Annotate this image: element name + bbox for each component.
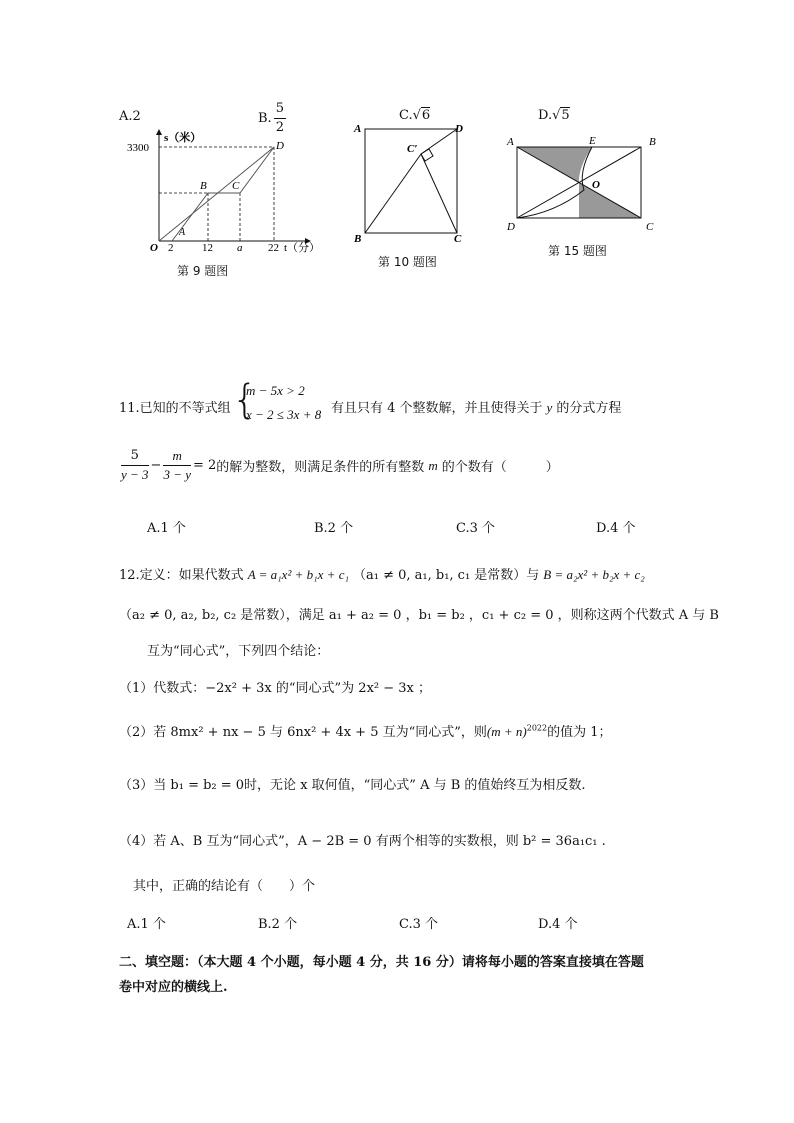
- q12-cond1: （a₁ ≠ 0, a₁, b₁, c₁ 是常数）与: [352, 568, 540, 583]
- equals-two: = 2: [193, 458, 217, 473]
- line-abcd: [172, 147, 274, 241]
- q12-line2: （a₂ ≠ 0, a₂, b₂, c₂ 是常数），满足 a₁ + a₂ = 0 ，b₁ = b₂ ，c₁ + c₂ = 0 ，则称这两个代数式 A 与 B: [119, 608, 719, 623]
- y-axis-label: s（米）: [164, 132, 202, 144]
- point-a: A: [354, 123, 362, 135]
- q12-conclusion-2: [119, 721, 612, 740]
- segment-c-prime-c: [421, 154, 457, 233]
- radicand: 6: [421, 108, 431, 123]
- point-b: B: [649, 136, 656, 148]
- point-o: O: [592, 179, 600, 191]
- y-tick-3300: 3300: [127, 142, 149, 154]
- frac-num: m: [163, 447, 191, 466]
- q11-mid-text: 有且只有 4 个整数解，并且使得关于: [331, 401, 543, 416]
- expr-a: A = a₁x² + b₁x + c₁: [247, 567, 349, 582]
- q12-line3: 互为“同心式”，下列四个结论：: [147, 644, 330, 659]
- option-d-label: D.: [538, 108, 553, 123]
- point-d: D: [507, 221, 515, 233]
- frac-den: 2: [275, 120, 284, 135]
- frac-num: 5: [121, 447, 149, 466]
- q12-option-a: A.1 个: [127, 917, 166, 932]
- point-b: B: [354, 233, 362, 245]
- segment-bc-prime: [365, 154, 421, 233]
- q11-prefix: 11.已知的不等式组: [119, 401, 231, 416]
- q11-line2-text: 的解为整数，则满足条件的所有整数: [216, 460, 425, 475]
- point-b: B: [200, 180, 207, 192]
- option-c-label: C.: [399, 108, 413, 123]
- q11-line1-mid: [331, 397, 621, 416]
- system-brace: {: [232, 377, 258, 423]
- var-y: y: [546, 400, 553, 415]
- q12-conclusion-1: （1）代数式：−2x² + 3x 的“同心式”为 2x² − 3x ；: [119, 681, 432, 696]
- point-c-prime: C′: [407, 143, 418, 155]
- fraction-5-over-y-3: [121, 447, 149, 484]
- q11-inequality-2: x − 2 ≤ 3x + 8: [246, 407, 322, 422]
- figure-10-caption: 第 10 题图: [378, 255, 437, 269]
- q11-option-b: B.2 个: [314, 521, 354, 536]
- point-a: A: [179, 227, 186, 238]
- point-c: C: [454, 233, 462, 245]
- figure-10: [350, 118, 475, 248]
- point-d: D: [276, 140, 284, 152]
- line-od: [159, 147, 274, 241]
- q11-inequality-1: m − 5x > 2: [246, 383, 305, 398]
- shaded-region-top: [517, 147, 592, 183]
- x-tick-2: 2: [168, 242, 174, 254]
- q12-c2-end: 的值为 1；: [547, 725, 612, 740]
- q11-line2: [119, 447, 559, 484]
- section-2-heading-cont: 卷中对应的横线上.: [119, 980, 228, 995]
- q11-line2-end: 的个数有（ ）: [441, 460, 559, 475]
- q12-conclusion-3: （3）当 b₁ = b₂ = 0时，无论 x 取何值，“同心式” A 与 B 的值始终互为相反数.: [119, 778, 586, 793]
- right-angle-mark: [421, 149, 433, 161]
- frac-den: 3 − y: [163, 467, 191, 482]
- option-b-label: B.: [258, 111, 272, 126]
- radicand: 5: [561, 108, 570, 123]
- q12-option-d: D.4 个: [538, 917, 578, 932]
- frac-num: 5: [274, 100, 286, 119]
- option-d: [538, 108, 570, 123]
- exponent-2022: 2022: [526, 723, 548, 733]
- figure-15-caption: 第 15 题图: [548, 244, 607, 258]
- sqrt-five: √5: [552, 108, 570, 123]
- expr-b: B = a₂x² + b₂x + c₂: [543, 567, 645, 582]
- q11-end-text: 的分式方程: [556, 401, 622, 416]
- point-c: C: [646, 221, 654, 233]
- x-tick-22: 22: [268, 242, 279, 254]
- x-tick-12: 12: [202, 242, 213, 254]
- q12-summary: 其中，正确的结论有（ ）个: [133, 879, 316, 894]
- q12-conclusion-4: （4）若 A、B 互为“同心式”，A − 2B = 0 有两个相等的实数根，则 b² = 36a₁c₁ .: [119, 834, 606, 849]
- point-o: O: [150, 242, 158, 254]
- point-a: A: [507, 136, 514, 148]
- minus-sign: −: [150, 458, 162, 473]
- figure-15: [500, 128, 665, 236]
- x-axis-label: t（分）: [284, 242, 321, 254]
- frac-den: y − 3: [121, 467, 149, 482]
- var-m: m: [428, 457, 438, 473]
- option-a: A.2: [119, 109, 141, 124]
- sqrt-six: √6: [412, 108, 431, 123]
- section-2-heading: 二、填空题：（本大题 4 个小题，每小题 4 分，共 16 分）请将每小题的答案直接填在答题: [119, 955, 644, 970]
- expr-m-plus-n: (m + n): [486, 724, 527, 739]
- figure-9: [127, 125, 321, 283]
- q12-option-b: B.2 个: [258, 917, 298, 932]
- q12-c2-text: （2）若 8mx² + nx − 5 与 6nx² + 4x + 5 互为“同心式”，则: [119, 725, 487, 740]
- q12-option-c: C.3 个: [399, 917, 439, 932]
- q12-line1: [119, 564, 645, 583]
- q11-option-d: D.4 个: [596, 521, 636, 536]
- point-c: C: [232, 180, 240, 192]
- fraction-m-over-3-y: [163, 447, 191, 484]
- point-d: D: [455, 123, 463, 135]
- q12-line1-text: 12.定义：如果代数式: [119, 568, 244, 583]
- point-e: E: [589, 135, 596, 147]
- q11-option-a: A.1 个: [147, 521, 186, 536]
- x-tick-a: a: [237, 242, 243, 254]
- q11-option-c: C.3 个: [456, 521, 496, 536]
- figure-9-caption: 第 9 题图: [177, 264, 229, 278]
